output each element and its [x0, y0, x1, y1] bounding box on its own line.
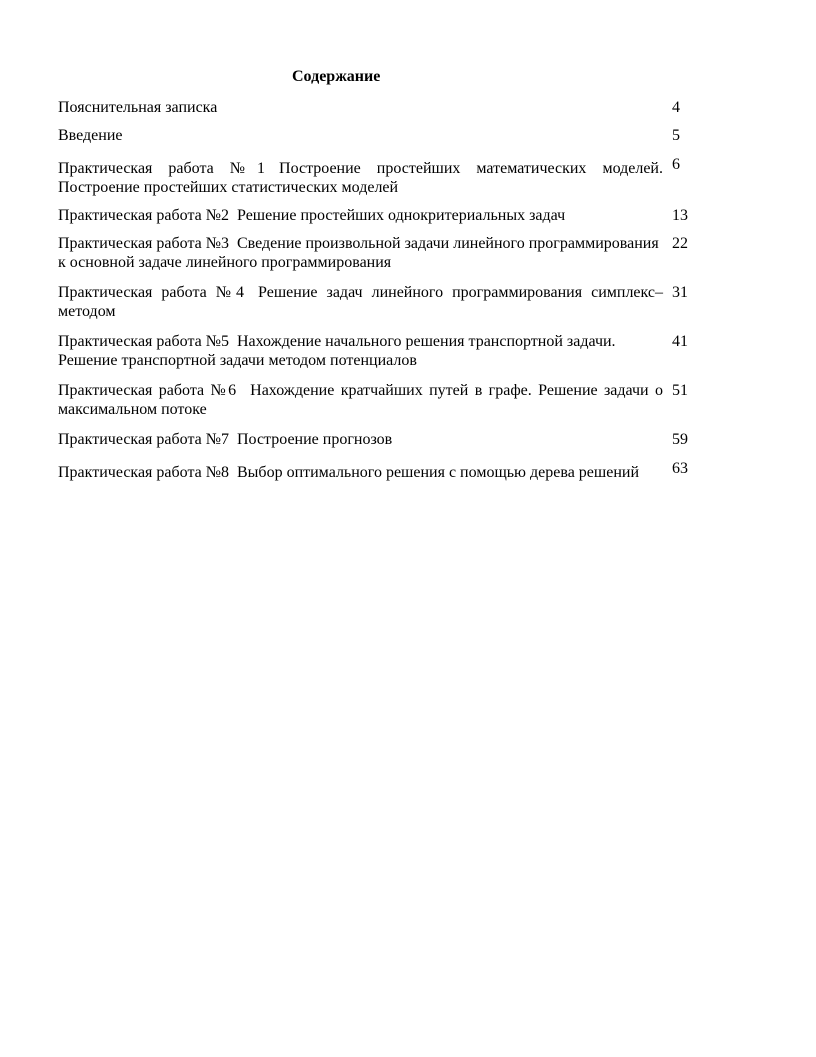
toc-entry-practical-7: [58, 430, 698, 449]
toc-entry-page: 22: [672, 235, 688, 252]
toc-entry-page: 51: [672, 382, 688, 399]
toc-entry-label: Введение: [58, 127, 123, 144]
toc-entry-practical-5: [58, 332, 698, 370]
toc-entry-label: Пояснительная записка: [58, 99, 218, 116]
toc-entry-prefix: Практическая работа №2: [58, 207, 229, 224]
toc-entry-title: Выбор оптимального решения с помощью дерева решений: [237, 464, 640, 481]
toc-entry-practical-3: [58, 234, 698, 272]
toc-entry-prefix: Практическая работа №6: [58, 382, 237, 399]
toc-entry-page: 13: [672, 207, 688, 224]
toc-entry-page: 4: [672, 99, 680, 116]
toc-entry-practical-4: [58, 283, 698, 321]
toc-entry-prefix: Практическая работа №4: [58, 284, 245, 301]
toc-entry-title: Построение простейших математических моделей. Построение простейших статистических моделей: [58, 160, 663, 196]
table-of-contents: [58, 98, 698, 482]
toc-entry-title: Решение задач линейного программирования симплекс–методом: [58, 284, 663, 320]
toc-entry-practical-8: [58, 460, 698, 482]
toc-entry-prefix: Практическая работа №8: [58, 464, 229, 481]
toc-entry-title: Нахождение начального решения транспортной задачи. Решение транспортной задачи методом потенциалов: [58, 333, 616, 369]
toc-entry-prefix: Практическая работа №1: [58, 160, 266, 177]
toc-entry-label: [58, 430, 663, 449]
toc-entry-prefix: Практическая работа №7: [58, 431, 229, 448]
toc-entry-label: [58, 283, 663, 321]
toc-entry-label: [58, 332, 663, 370]
toc-entry-label: [58, 206, 663, 225]
toc-entry-explanatory-note: [58, 98, 698, 117]
toc-entry-page: 5: [672, 127, 680, 144]
toc-entry-title: Нахождение кратчайших путей в графе. Решение задачи о максимальном потоке: [58, 382, 663, 418]
toc-entry-page: 6: [672, 156, 680, 173]
toc-entry-prefix: Практическая работа №3: [58, 235, 229, 252]
toc-entry-page: 59: [672, 431, 688, 448]
toc-entry-practical-6: [58, 381, 698, 419]
toc-entry-prefix: Практическая работа №5: [58, 333, 229, 350]
toc-entry-introduction: [58, 126, 698, 145]
toc-entry-label: [58, 463, 663, 482]
toc-entry-practical-1: [58, 156, 698, 197]
toc-entry-page: 31: [672, 284, 688, 301]
toc-entry-label: [58, 159, 663, 197]
toc-entry-label: [58, 381, 663, 419]
toc-entry-title: Сведение произвольной задачи линейного программирования к основной задаче линейного программирования: [58, 235, 659, 271]
toc-entry-page: 41: [672, 333, 688, 350]
toc-entry-title: Решение простейших однокритериальных задач: [237, 207, 566, 224]
toc-entry-label: [58, 234, 663, 272]
toc-entry-page: 63: [672, 460, 688, 477]
toc-entry-practical-2: [58, 206, 698, 225]
toc-entry-title: Построение прогнозов: [237, 431, 393, 448]
toc-title: Содержание: [292, 68, 381, 85]
